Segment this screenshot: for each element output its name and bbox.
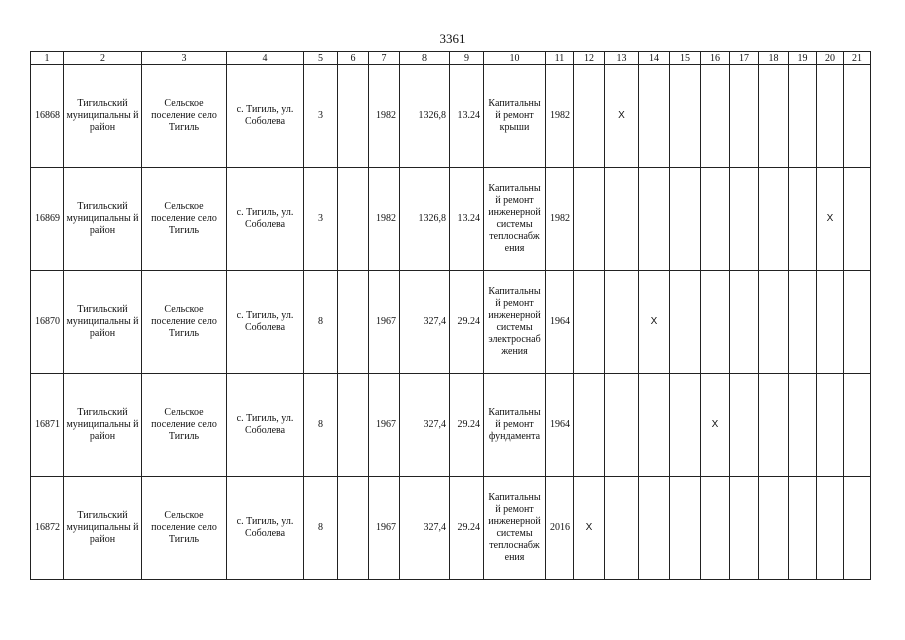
- area-cell: 1326,8: [400, 168, 450, 271]
- column-number: 1: [31, 52, 64, 65]
- mark-cell-17: [730, 168, 759, 271]
- col9-cell: 13.24: [450, 65, 484, 168]
- mark-cell-20: [817, 65, 844, 168]
- address-cell: с. Тигиль, ул. Соболева: [227, 168, 304, 271]
- mark-cell-21: [844, 168, 871, 271]
- col6-cell: [338, 65, 369, 168]
- column-number: 5: [304, 52, 338, 65]
- mark-cell-14: [639, 477, 670, 580]
- mark-cell-18: [759, 374, 789, 477]
- mark-cell-21: [844, 65, 871, 168]
- column-number: 12: [574, 52, 605, 65]
- column-number: 11: [546, 52, 574, 65]
- settlement-cell: Сельское поселение село Тигиль: [142, 168, 227, 271]
- mark-cell-19: [789, 168, 817, 271]
- area-cell: 327,4: [400, 477, 450, 580]
- mark-cell-18: [759, 168, 789, 271]
- mark-cell-21: [844, 374, 871, 477]
- mark-cell-14: [639, 168, 670, 271]
- mark-cell-13: [605, 477, 639, 580]
- area-cell: 327,4: [400, 374, 450, 477]
- mark-cell-20: [817, 374, 844, 477]
- floors-cell: 3: [304, 65, 338, 168]
- year-built-cell: 1967: [369, 477, 400, 580]
- mark-cell-19: [789, 271, 817, 374]
- district-cell: Тигильский муниципальны й район: [64, 374, 142, 477]
- district-cell: Тигильский муниципальны й район: [64, 65, 142, 168]
- column-number: 3: [142, 52, 227, 65]
- area-cell: 327,4: [400, 271, 450, 374]
- record-id: 16872: [31, 477, 64, 580]
- work-type-cell: Капитальны й ремонт инженерной системы теплоснабж ения: [484, 168, 546, 271]
- year-built-cell: 1982: [369, 65, 400, 168]
- column-number: 13: [605, 52, 639, 65]
- column-number: 10: [484, 52, 546, 65]
- page-number: 3361: [439, 31, 466, 46]
- district-cell: Тигильский муниципальны й район: [64, 168, 142, 271]
- record-id: 16869: [31, 168, 64, 271]
- mark-cell-13: [605, 168, 639, 271]
- table-row: [31, 477, 871, 580]
- mark-cell-21: [844, 477, 871, 580]
- mark-cell-16: [701, 477, 730, 580]
- column-number: 15: [670, 52, 701, 65]
- table-row: [31, 271, 871, 374]
- mark-cell-20: X: [817, 168, 844, 271]
- settlement-cell: Сельское поселение село Тигиль: [142, 271, 227, 374]
- mark-cell-12: X: [574, 477, 605, 580]
- column-number: 14: [639, 52, 670, 65]
- mark-cell-21: [844, 271, 871, 374]
- column-number: 18: [759, 52, 789, 65]
- column-number: 6: [338, 52, 369, 65]
- year-cell: 1964: [546, 271, 574, 374]
- col9-cell: 29.24: [450, 374, 484, 477]
- mark-cell-18: [759, 271, 789, 374]
- mark-cell-16: [701, 168, 730, 271]
- col6-cell: [338, 271, 369, 374]
- address-cell: с. Тигиль, ул. Соболева: [227, 374, 304, 477]
- mark-cell-17: [730, 477, 759, 580]
- register-table: [30, 51, 871, 580]
- column-number: 7: [369, 52, 400, 65]
- mark-cell-13: X: [605, 65, 639, 168]
- work-type-cell: Капитальны й ремонт крыши: [484, 65, 546, 168]
- column-number: 2: [64, 52, 142, 65]
- mark-cell-12: [574, 271, 605, 374]
- mark-cell-18: [759, 477, 789, 580]
- mark-cell-15: [670, 168, 701, 271]
- mark-cell-19: [789, 477, 817, 580]
- mark-cell-20: [817, 271, 844, 374]
- settlement-cell: Сельское поселение село Тигиль: [142, 374, 227, 477]
- header-row: [31, 52, 871, 65]
- floors-cell: 8: [304, 271, 338, 374]
- col9-cell: 29.24: [450, 477, 484, 580]
- col9-cell: 13.24: [450, 168, 484, 271]
- mark-cell-17: [730, 271, 759, 374]
- mark-cell-13: [605, 374, 639, 477]
- mark-cell-14: X: [639, 271, 670, 374]
- column-number: 4: [227, 52, 304, 65]
- district-cell: Тигильский муниципальны й район: [64, 477, 142, 580]
- mark-cell-14: [639, 374, 670, 477]
- year-cell: 1982: [546, 168, 574, 271]
- record-id: 16871: [31, 374, 64, 477]
- mark-cell-16: [701, 271, 730, 374]
- table-row: [31, 374, 871, 477]
- floors-cell: 8: [304, 477, 338, 580]
- table-row: [31, 168, 871, 271]
- mark-cell-18: [759, 65, 789, 168]
- col6-cell: [338, 477, 369, 580]
- column-number: 19: [789, 52, 817, 65]
- mark-cell-13: [605, 271, 639, 374]
- col9-cell: 29.24: [450, 271, 484, 374]
- district-cell: Тигильский муниципальны й район: [64, 271, 142, 374]
- mark-cell-19: [789, 374, 817, 477]
- settlement-cell: Сельское поселение село Тигиль: [142, 477, 227, 580]
- mark-cell-15: [670, 271, 701, 374]
- mark-cell-17: [730, 374, 759, 477]
- address-cell: с. Тигиль, ул. Соболева: [227, 477, 304, 580]
- year-built-cell: 1967: [369, 374, 400, 477]
- mark-cell-16: [701, 65, 730, 168]
- mark-cell-16: X: [701, 374, 730, 477]
- floors-cell: 3: [304, 168, 338, 271]
- mark-cell-19: [789, 65, 817, 168]
- col6-cell: [338, 374, 369, 477]
- year-cell: 2016: [546, 477, 574, 580]
- mark-cell-17: [730, 65, 759, 168]
- floors-cell: 8: [304, 374, 338, 477]
- address-cell: с. Тигиль, ул. Соболева: [227, 271, 304, 374]
- record-id: 16868: [31, 65, 64, 168]
- mark-cell-12: [574, 65, 605, 168]
- year-built-cell: 1982: [369, 168, 400, 271]
- column-number: 20: [817, 52, 844, 65]
- column-number: 17: [730, 52, 759, 65]
- record-id: 16870: [31, 271, 64, 374]
- mark-cell-20: [817, 477, 844, 580]
- mark-cell-12: [574, 168, 605, 271]
- year-cell: 1982: [546, 65, 574, 168]
- column-number: 21: [844, 52, 871, 65]
- settlement-cell: Сельское поселение село Тигиль: [142, 65, 227, 168]
- year-built-cell: 1967: [369, 271, 400, 374]
- column-number: 9: [450, 52, 484, 65]
- col6-cell: [338, 168, 369, 271]
- work-type-cell: Капитальны й ремонт фундамента: [484, 374, 546, 477]
- area-cell: 1326,8: [400, 65, 450, 168]
- column-number: 16: [701, 52, 730, 65]
- work-type-cell: Капитальны й ремонт инженерной системы электроснаб жения: [484, 271, 546, 374]
- column-number: 8: [400, 52, 450, 65]
- table-row: [31, 65, 871, 168]
- mark-cell-15: [670, 477, 701, 580]
- mark-cell-15: [670, 374, 701, 477]
- mark-cell-12: [574, 374, 605, 477]
- mark-cell-15: [670, 65, 701, 168]
- address-cell: с. Тигиль, ул. Соболева: [227, 65, 304, 168]
- year-cell: 1964: [546, 374, 574, 477]
- mark-cell-14: [639, 65, 670, 168]
- work-type-cell: Капитальны й ремонт инженерной системы теплоснабж ения: [484, 477, 546, 580]
